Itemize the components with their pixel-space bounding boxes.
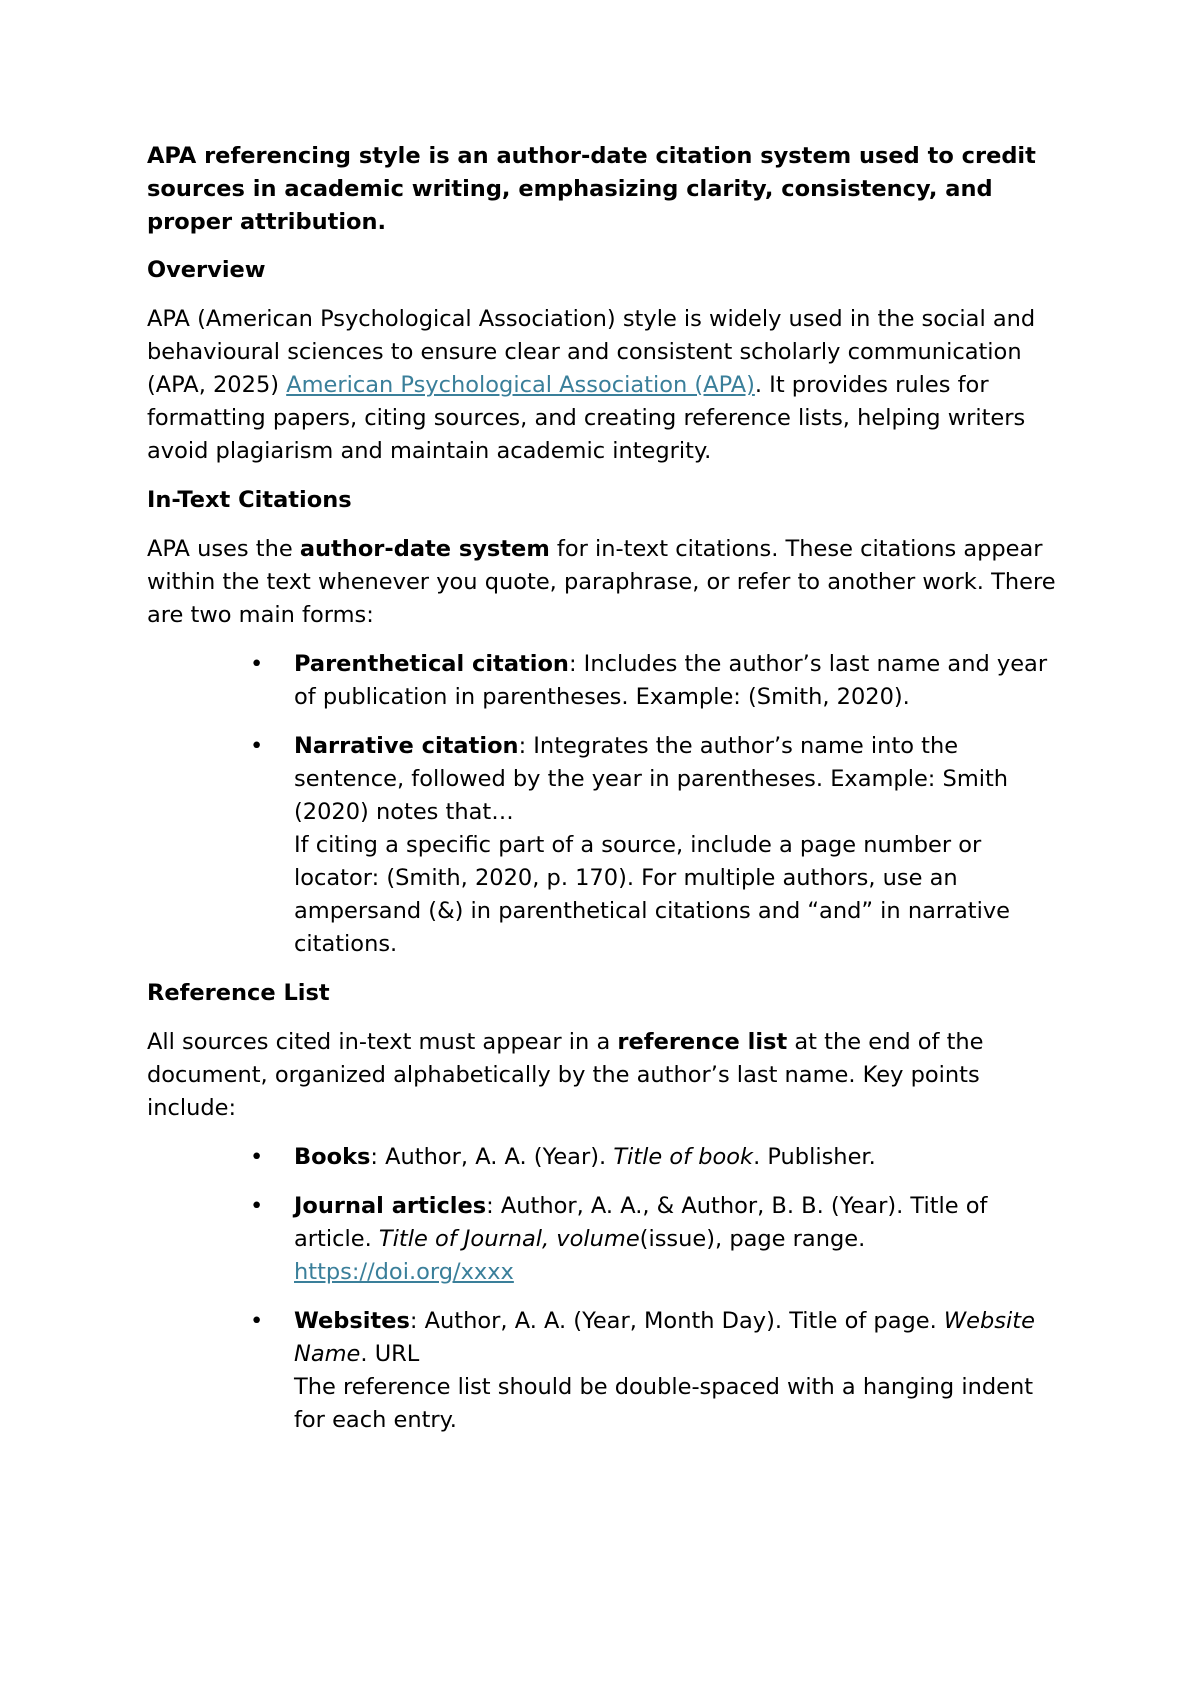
- parenthetical-term: Parenthetical citation: [294, 651, 569, 677]
- websites-term: Websites: [294, 1308, 410, 1334]
- in-text-text-start: APA uses the: [147, 536, 300, 562]
- books-term: Books: [294, 1144, 371, 1170]
- in-text-text-end: for in-text citations. These citations appear within the text whenever you quote, paraphrase, or refer to another work. There are two main forms:: [147, 536, 1056, 628]
- apa-link[interactable]: American Psychological Association (APA): [286, 372, 755, 398]
- websites-text-b: . URL: [360, 1341, 420, 1367]
- reference-list-paragraph: [147, 1026, 1062, 1125]
- author-date-system-term: author-date system: [299, 536, 550, 562]
- document-page: [147, 140, 1062, 1453]
- reference-list-heading: Reference List: [147, 980, 330, 1006]
- websites-italic: Website Name: [294, 1308, 1035, 1367]
- reference-formats-list: [147, 1141, 1062, 1437]
- list-item-parenthetical: [147, 648, 1062, 714]
- books-italic: Title of book: [613, 1144, 754, 1170]
- parenthetical-text: : Includes the author’s last name and year of publication in parentheses. Example: (Smith, 2020).: [294, 651, 1048, 710]
- journals-italic: Title of Journal, volume: [378, 1226, 640, 1252]
- overview-heading: Overview: [147, 257, 266, 283]
- websites-note: The reference list should be double-spaced with a hanging indent for each entry.: [294, 1374, 1034, 1433]
- list-item-websites: [147, 1305, 1062, 1437]
- books-text-a: : Author, A. A. (Year).: [370, 1144, 614, 1170]
- overview-paragraph: [147, 303, 1062, 468]
- overview-text-end: . It provides rules for formatting papers, citing sources, and creating reference lists, helping writers avoid plagiarism and maintain academic integrity.: [147, 372, 1026, 464]
- narrative-term: Narrative citation: [294, 733, 519, 759]
- list-item-narrative: [147, 730, 1062, 961]
- in-text-citations-heading: In-Text Citations: [147, 487, 352, 513]
- websites-text-a: : Author, A. A. (Year, Month Day). Title of page.: [409, 1308, 944, 1334]
- bullet-icon: •: [250, 651, 264, 677]
- journals-term: Journal articles: [294, 1193, 487, 1219]
- doi-link[interactable]: https://doi.org/xxxx: [294, 1259, 514, 1285]
- bullet-icon: •: [250, 733, 264, 759]
- list-item-books: [147, 1141, 1062, 1174]
- intro-paragraph: APA referencing style is an author-date citation system used to credit sources in academic writing, emphasizing clarity, consistency, and proper attribution.: [147, 143, 1036, 235]
- bullet-icon: •: [250, 1144, 264, 1170]
- books-text-b: . Publisher.: [753, 1144, 876, 1170]
- journals-text-b: (issue), page range.: [639, 1226, 866, 1252]
- bullet-icon: •: [250, 1308, 264, 1334]
- in-text-paragraph: [147, 533, 1062, 632]
- journals-text-a: : Author, A. A., & Author, B. B. (Year). Title of article.: [294, 1193, 988, 1252]
- narrative-text: : Integrates the author’s name into the sentence, followed by the year in parentheses. Example: Smith (2020) notes that…: [294, 733, 1009, 825]
- reference-text-start: All sources cited in-text must appear in a: [147, 1029, 618, 1055]
- overview-text-start: APA (American Psychological Association) style is widely used in the social and behavioural sciences to ensure clear and consistent scholarly communication (APA, 2025): [147, 306, 1036, 398]
- reference-text-end: at the end of the document, organized alphabetically by the author’s last name. Key points include:: [147, 1029, 984, 1121]
- list-item-journals: [147, 1190, 1062, 1289]
- bullet-icon: •: [250, 1193, 264, 1219]
- reference-list-term: reference list: [617, 1029, 788, 1055]
- narrative-note: If citing a specific part of a source, include a page number or locator: (Smith, 2020, p. 170). For multiple authors, use an ampersand (&) in parenthetical citations and “and” in narrative citations.: [294, 832, 1011, 957]
- citation-forms-list: [147, 648, 1062, 961]
